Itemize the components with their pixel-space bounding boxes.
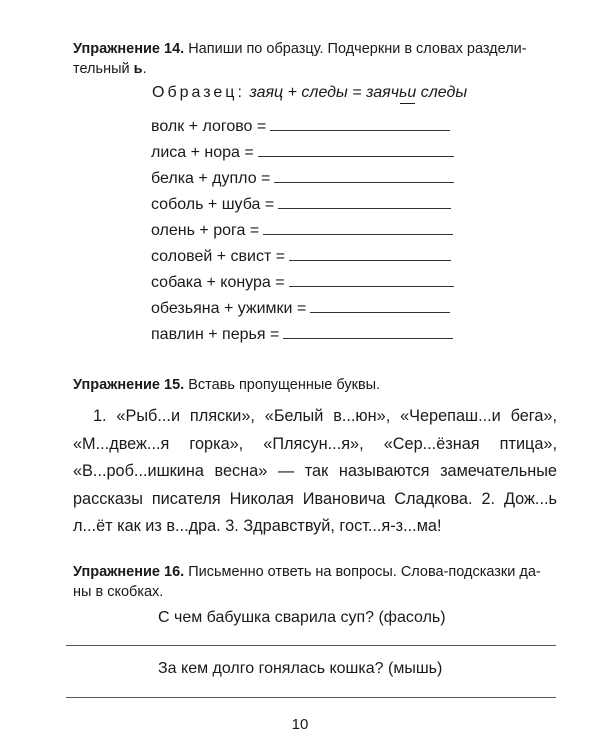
answer-blank[interactable] (283, 337, 453, 339)
exercise-row: волк + логово = (151, 114, 450, 136)
exercise-row: павлин + перья = (151, 322, 453, 344)
answer-blank[interactable] (274, 181, 454, 183)
page-number: 10 (291, 716, 309, 733)
exercise-15-instruction: Упражнение 15. Вставь пропущенные буквы. (73, 377, 381, 393)
exercise-15-text: 1. «Рыб...и пляски», «Белый в...юн», «Черепаш...и бега», «М...двеж...я горка», «Плясун...я», «Сер...ёзная птица», «В...роб...ишкина весна» — так называются замечательные рассказы писателя Николая Ивановича Сладкова. 2. Дож...ь л...ёт как из в...дра. 3. Здравствуй, гост...я-з...ма! (73, 407, 557, 535)
exercise-14-sample (152, 84, 467, 102)
exercise-14-title: Упражнение 14. (73, 41, 185, 57)
sample-label: Образец: (152, 84, 245, 101)
sample-formula: заяц + следы = заячьи следы (249, 84, 468, 101)
exercise-15-title: Упражнение 15. (73, 377, 185, 393)
answer-blank[interactable] (310, 311, 450, 313)
exercise-14-instruction: Упражнение 14. Напиши по образцу. Подчеркни в словах раздели- тельный ь. (73, 41, 527, 77)
answer-line-1[interactable] (66, 645, 556, 646)
exercise-row: олень + рога = (151, 218, 453, 240)
exercise-row: белка + дупло = (151, 166, 454, 188)
answer-blank[interactable] (289, 285, 454, 287)
answer-blank[interactable] (278, 207, 451, 209)
answer-blank[interactable] (258, 155, 454, 157)
exercise-row: соболь + шуба = (151, 192, 451, 214)
exercise-row: лиса + нора = (151, 140, 454, 162)
answer-blank[interactable] (270, 129, 450, 131)
question-2: За кем долго гонялась кошка? (мышь) (158, 660, 443, 677)
question-1: С чем бабушка сварила суп? (фасоль) (158, 609, 446, 626)
answer-blank[interactable] (289, 259, 451, 261)
exercise-16-instruction: Упражнение 16. Письменно ответь на вопросы. Слова-подсказки да- ны в скобках. (73, 564, 541, 600)
exercise-16-title: Упражнение 16. (73, 564, 185, 580)
answer-blank[interactable] (263, 233, 453, 235)
exercise-row: обезьяна + ужимки = (151, 296, 450, 318)
exercise-row: соловей + свист = (151, 244, 451, 266)
sample-underlined-letters: ьи (399, 84, 417, 101)
exercise-row: собака + конура = (151, 270, 454, 292)
answer-line-2[interactable] (66, 697, 556, 698)
